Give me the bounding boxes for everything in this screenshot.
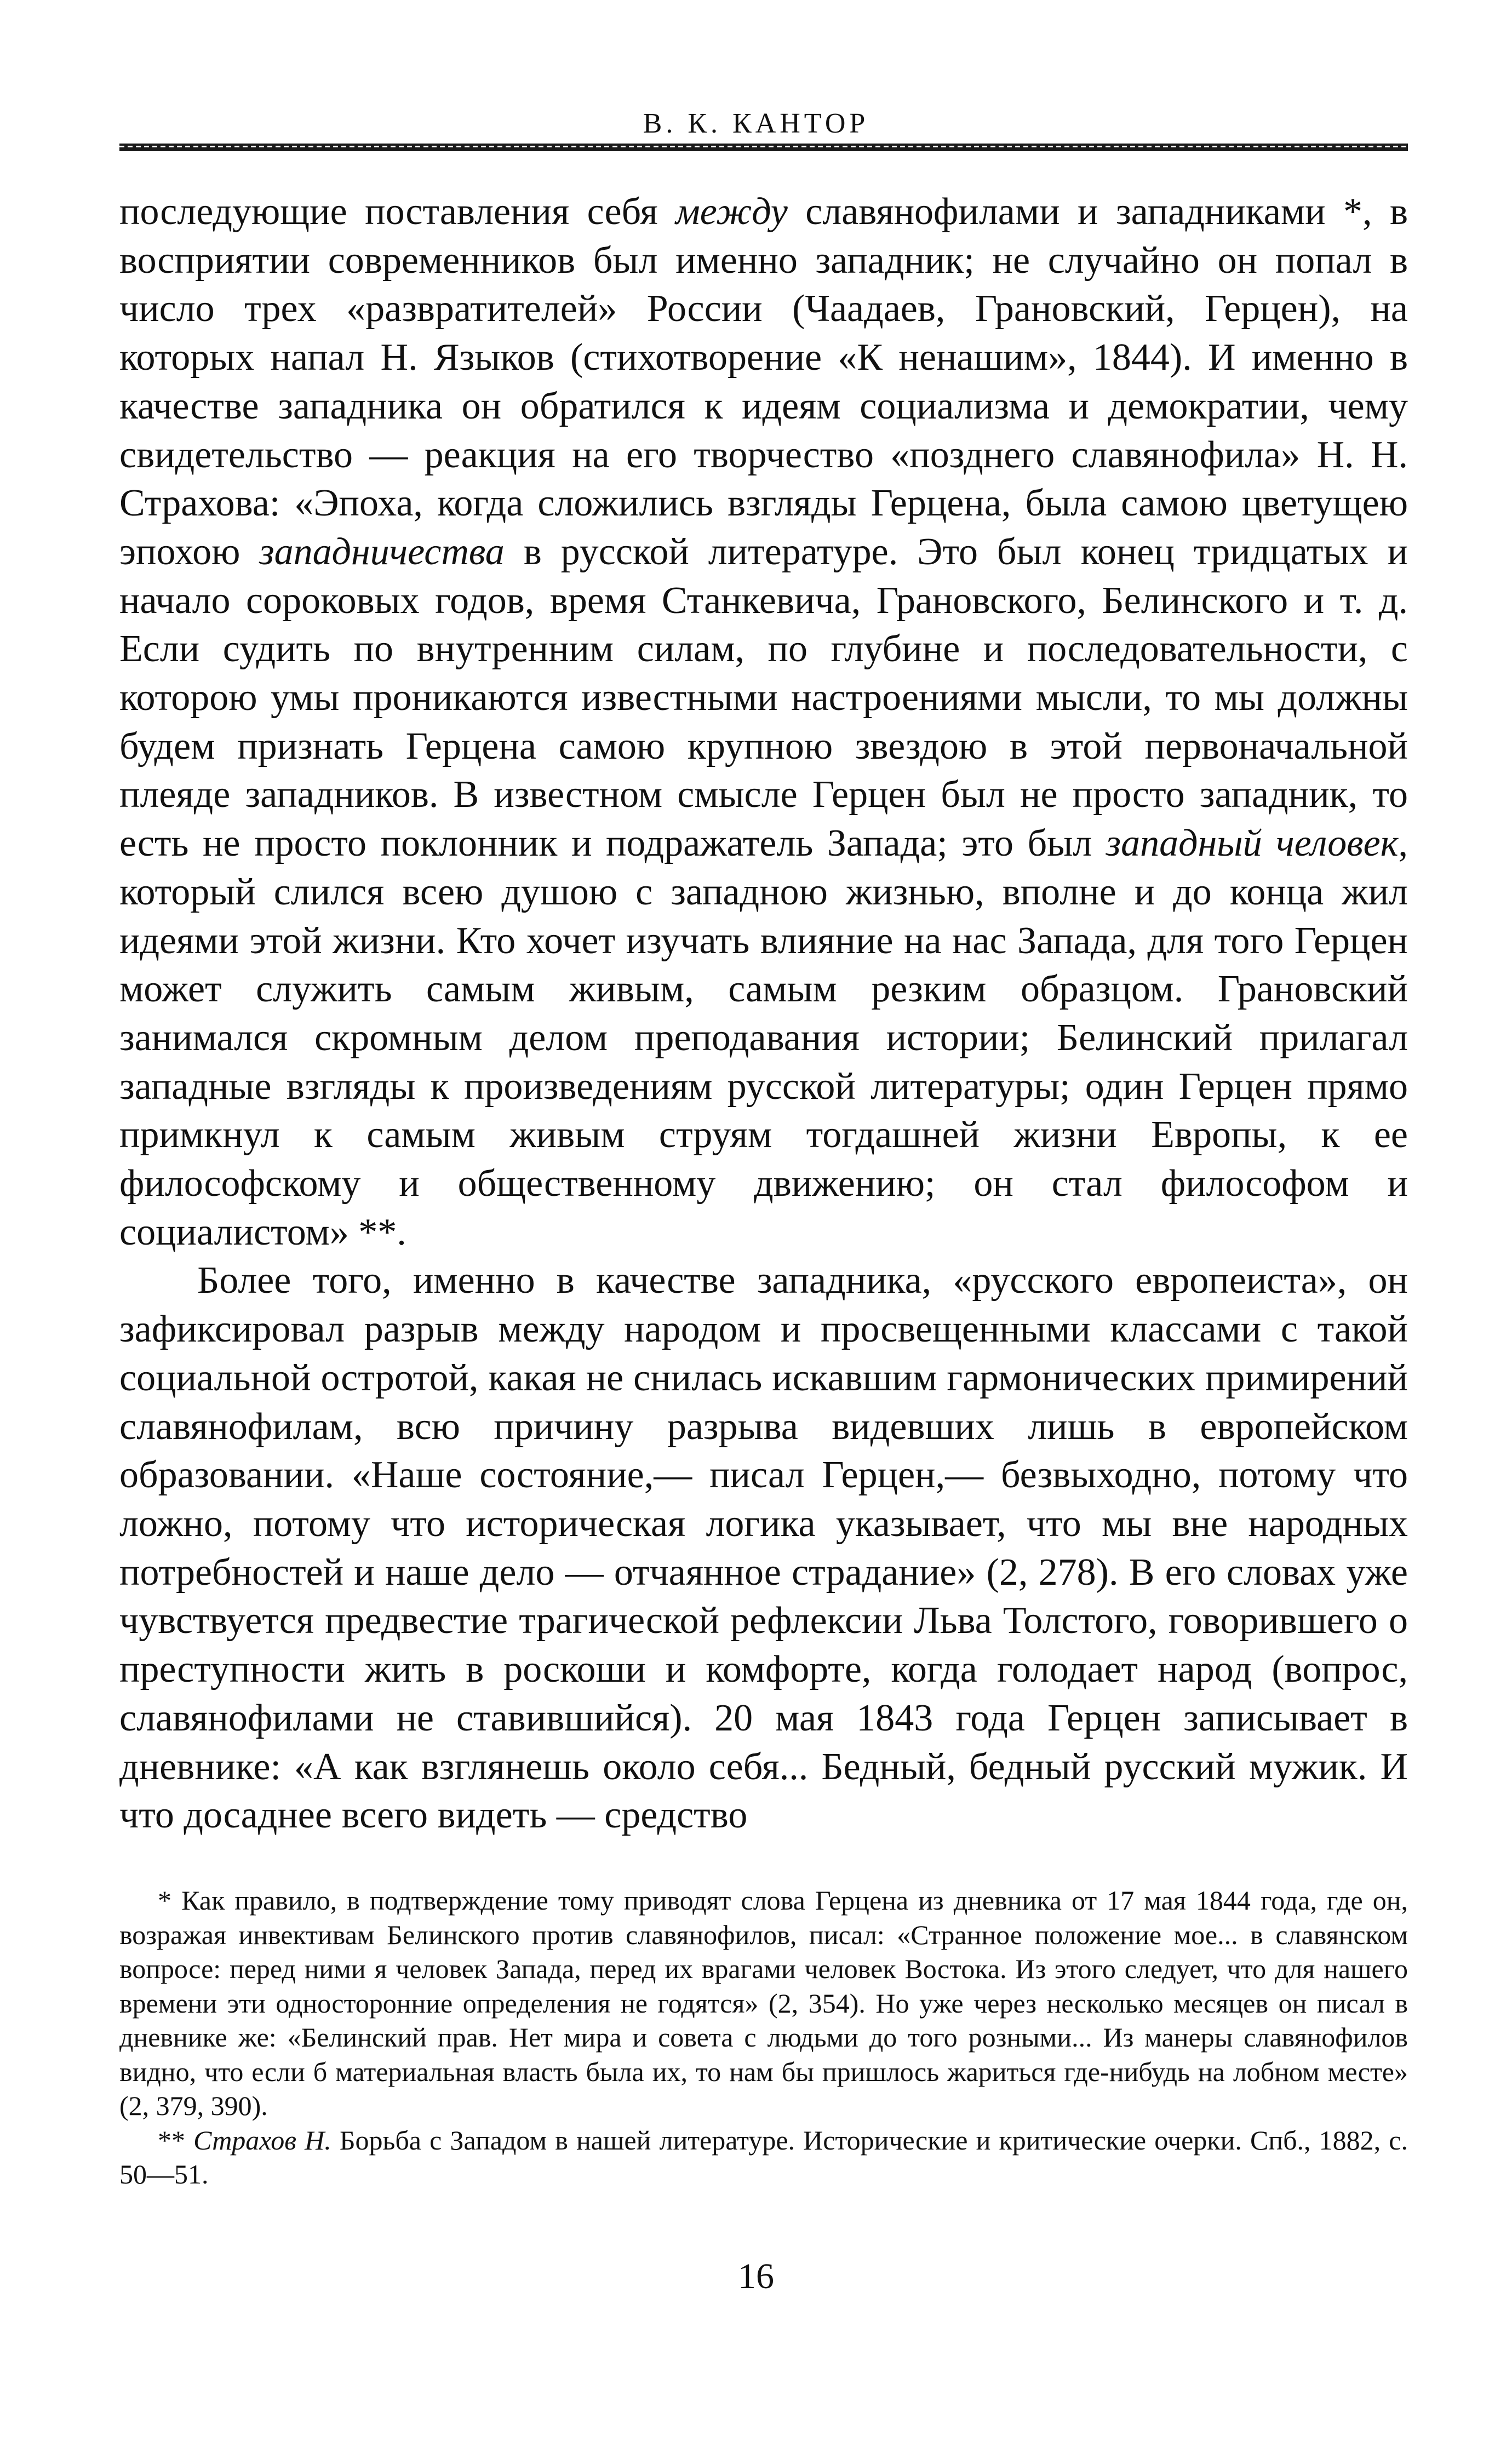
footnote — [119, 2123, 1408, 2192]
footnote-author: Страхов Н. — [193, 2124, 331, 2156]
footnote — [119, 1883, 1408, 2123]
text-segment: , который слился всею душою с западною жизнью, вполне и до конца жил идеями этой жизни. Кто хочет изучать влияние на нас Запада, для того Герцен может служить самым живым, самым резким образцом. Грановский занимался скромным делом преподавания истории; Белинский прилагал западные взгляды к произведениям русской литературы; один Герцен прямо примкнул к самым живым струям тогдашней жизни Европы, к ее философскому и общественному движению; он стал философом и социалистом» **. — [119, 822, 1408, 1253]
italic-text-segment: западный человек — [1106, 822, 1399, 865]
main-text — [119, 188, 1408, 1840]
italic-text-segment: западничества — [259, 530, 505, 573]
paragraph — [119, 1257, 1408, 1839]
paragraph — [119, 188, 1408, 1257]
text-segment: Более того, именно в качестве западника, «русского европеиста», он зафиксировал разрыв между народом и просвещенными классами с такой социальной остротой, какая не снилась искавшим гармонических примирений славянофилам, всю причину разрыва видевших лишь в европейском образовании. «Наше состояние,— писал Герцен,— безвыходно, потому что ложно, потому что историческая логика указывает, что мы вне народных потребностей и наше дело — отчаянное страдание» (2, 278). В его словах уже чувствуется предвестие трагической рефлексии Льва Толстого, говорившего о преступности жить в роскоши и комфорте, когда голодает народ (вопрос, славянофилами не ставившийся). 20 мая 1843 года Герцен записывает в дневнике: «А как взглянешь около себя... Бедный, бедный русский мужик. И что досаднее всего видеть — средство — [119, 1259, 1408, 1837]
text-segment: славянофилами и западниками *, в восприятии современников был именно западник; не случайно он попал в число трех «развратителей» России (Чаадаев, Грановский, Герцен), на которых напал Н. Языков (стихотворение «К ненашим», 1844). И именно в качестве западника он обратился к идеям социализма и демократии, чему свидетельство — реакция на его творчество «позднего славянофила» Н. Н. Страхова: «Эпоха, когда сложились взгляды Герцена, была самою цветущею эпохою — [119, 191, 1408, 573]
running-head: В. К. КАНТОР — [643, 108, 869, 139]
footnotes — [119, 1883, 1408, 2192]
footnote-text: * Как правило, в подтверждение тому приводят слова Герцена из дневника от 17 мая 1844 года, где он, возражая инвективам Белинского против славянофилов, писал: «Странное положение мое... в славянском вопросе: перед ними я человек Запада, перед их врагами человек Востока. Из этого следует, что для нашего времени эти односторонние определения не годятся» (2, 354). Но уже через несколько месяцев он писал в дневнике же: «Белинский прав. Нет мира и совета с людьми до того розными... Из манеры славянофилов видно, что если б материальная власть была их, то нам бы пришлось жариться где-нибудь на лобном месте» (2, 379, 390). — [119, 1885, 1408, 2121]
header-rule — [119, 144, 1408, 151]
text-segment: последующие поставления себя — [119, 191, 676, 233]
footnote-text: Борьба с Западом в нашей литературе. Исторические и критические очерки. Спб., 1882, с. 50—51. — [119, 2124, 1408, 2190]
footnote-text: ** — [158, 2124, 194, 2156]
italic-text-segment: между — [675, 191, 788, 233]
page-number: 16 — [738, 2256, 774, 2296]
text-segment: в русской литературе. Это был конец тридцатых и начало сороковых годов, время Станкевича, Грановского, Белинского и т. д. Если судить по внутренним силам, по глубине и последовательности, с которою умы проникаются известными настроениями мысли, то мы должны будем признать Герцена самою крупною звездою в этой первоначальной плеяде западников. В известном смысле Герцен был не просто западник, то есть не просто поклонник и подражатель Запада; это был — [119, 530, 1408, 865]
